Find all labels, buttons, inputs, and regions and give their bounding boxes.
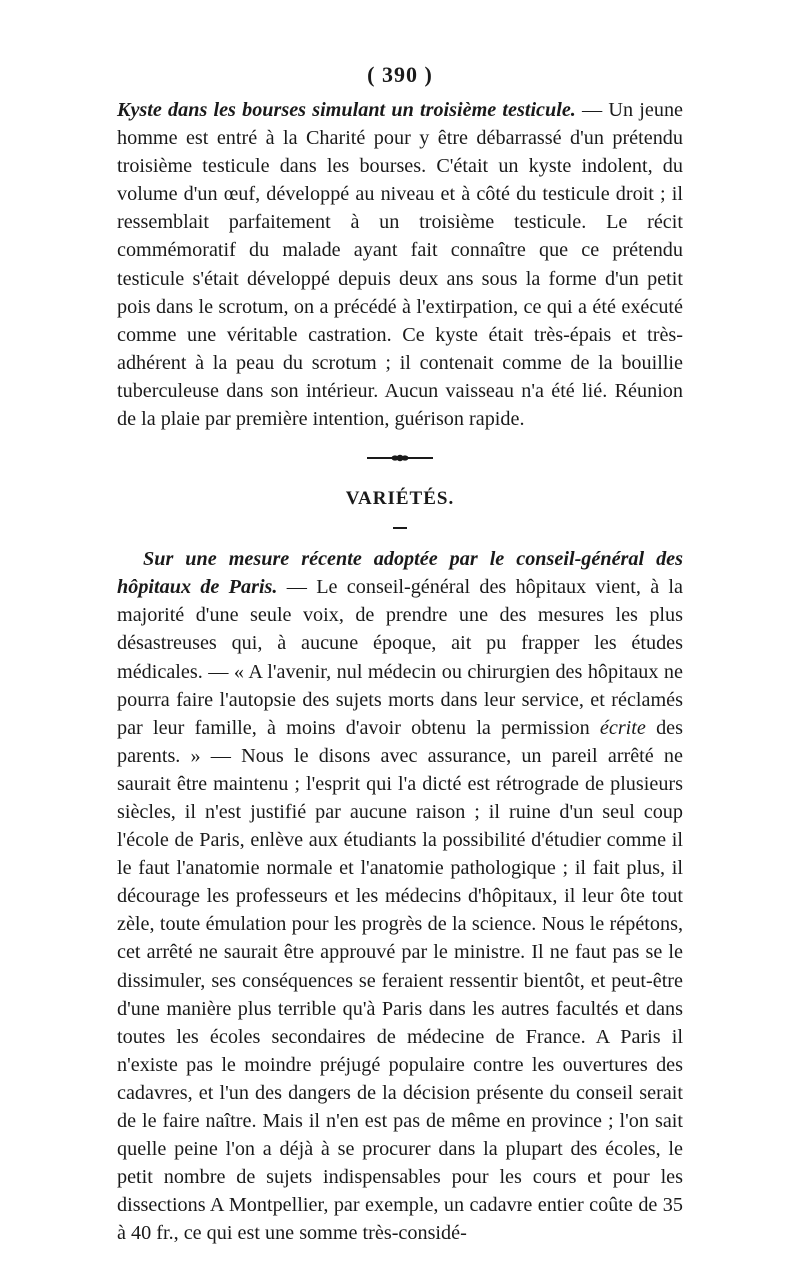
section-rule: [393, 527, 407, 529]
article-conseil-body-1: Le conseil-général des hôpitaux vient, à la majorité d'une seule voix, de prendre une des mesures les plus désastreuses qui, à aucune époque, ait pu frapper les études médicales. — « A l'avenir, nul médecin ou chirurgien des hôpitaux ne pourra faire l'autopsie des sujets morts dans leur service, et réclamés par leur famille, à moins d'avoir obtenu la permission: [117, 576, 683, 739]
page-number: ( 390 ): [367, 62, 433, 87]
section-ornament: [117, 435, 683, 481]
article-conseil-dash: —: [277, 576, 317, 599]
article-conseil-body-2: des parents. » — Nous le disons avec assurance, un pareil arrêté ne saurait être maintenu ; l'esprit qui l'a dicté est rétrograde de plusieurs siècles, il n'est justifié par aucune raison ; il ruine d'un seul coup l'école de Paris, enlève aux étudiants la possibilité d'étudier comme il le faut l'anatomie normale et l'anatomie pathologique ; il fait plus, il décourage les professeurs et les médecins d'hôpitaux, il leur ôte tout zèle, toute émulation pour les progrès de la science. Nous le répétons, cet arrêté ne saurait être approuvé par le ministre. Il ne faut pas se le dissimuler, ses conséquences se feraient ressentir bientôt, et peut-être d'une manière plus terrible qu'à Paris dans les autres facultés et dans toutes les écoles secondaires de médecine de France. A Paris il n'existe pas le moindre préjugé populaire contre les ouvertures des cadavres, et l'un des dangers de la décision présente du conseil serait de le faire naître. Mais il n'en est pas de même en province ; l'on sait quelle peine l'on a déjà à se procurer dans la plupart des écoles, le petit nombre de sujets indispensables pour les cours et pour les dissections A Montpellier, par exemple, un cadavre entier coûte de 35 à 40 fr., ce qui est une somme très-considé-: [117, 716, 683, 1245]
article-kyste-dash: —: [575, 99, 609, 121]
article-kyste: [117, 96, 683, 433]
section-title-varietes: VARIÉTÉS.: [345, 488, 455, 510]
document-page: [117, 60, 683, 1247]
article-conseil-emphasis: écrite: [599, 716, 646, 739]
article-kyste-title: Kyste dans les bourses simulant un troisième testicule.: [117, 99, 576, 121]
article-conseil: [117, 545, 683, 1247]
article-kyste-body: Un jeune homme est entré à la Charité pour y être débarrassé d'un prétendu troisième testicule dans les bourses. C'était un kyste indolent, du volume d'un œuf, développé au niveau et à côté du testicule droit ; il ressemblait parfaitement à un troisième testicule. Le récit commémoratif du malade ayant fait connaître que ce prétendu testicule s'était développé depuis deux ans sous la forme d'un petit pois dans le scrotum, on a précédé à l'extirpation, ce qui a été exécuté comme une véritable castration. Ce kyste était très-épais et très-adhérent à la peau du scrotum ; il contenait comme de la bouillie tuberculeuse dans son intérieur. Aucun vaisseau n'a été lié. Réunion de la plaie par première intention, guérison rapide.: [117, 99, 683, 431]
article-conseil-title: Sur une mesure récente adoptée par le conseil-général des hôpitaux de Paris.: [117, 548, 683, 599]
